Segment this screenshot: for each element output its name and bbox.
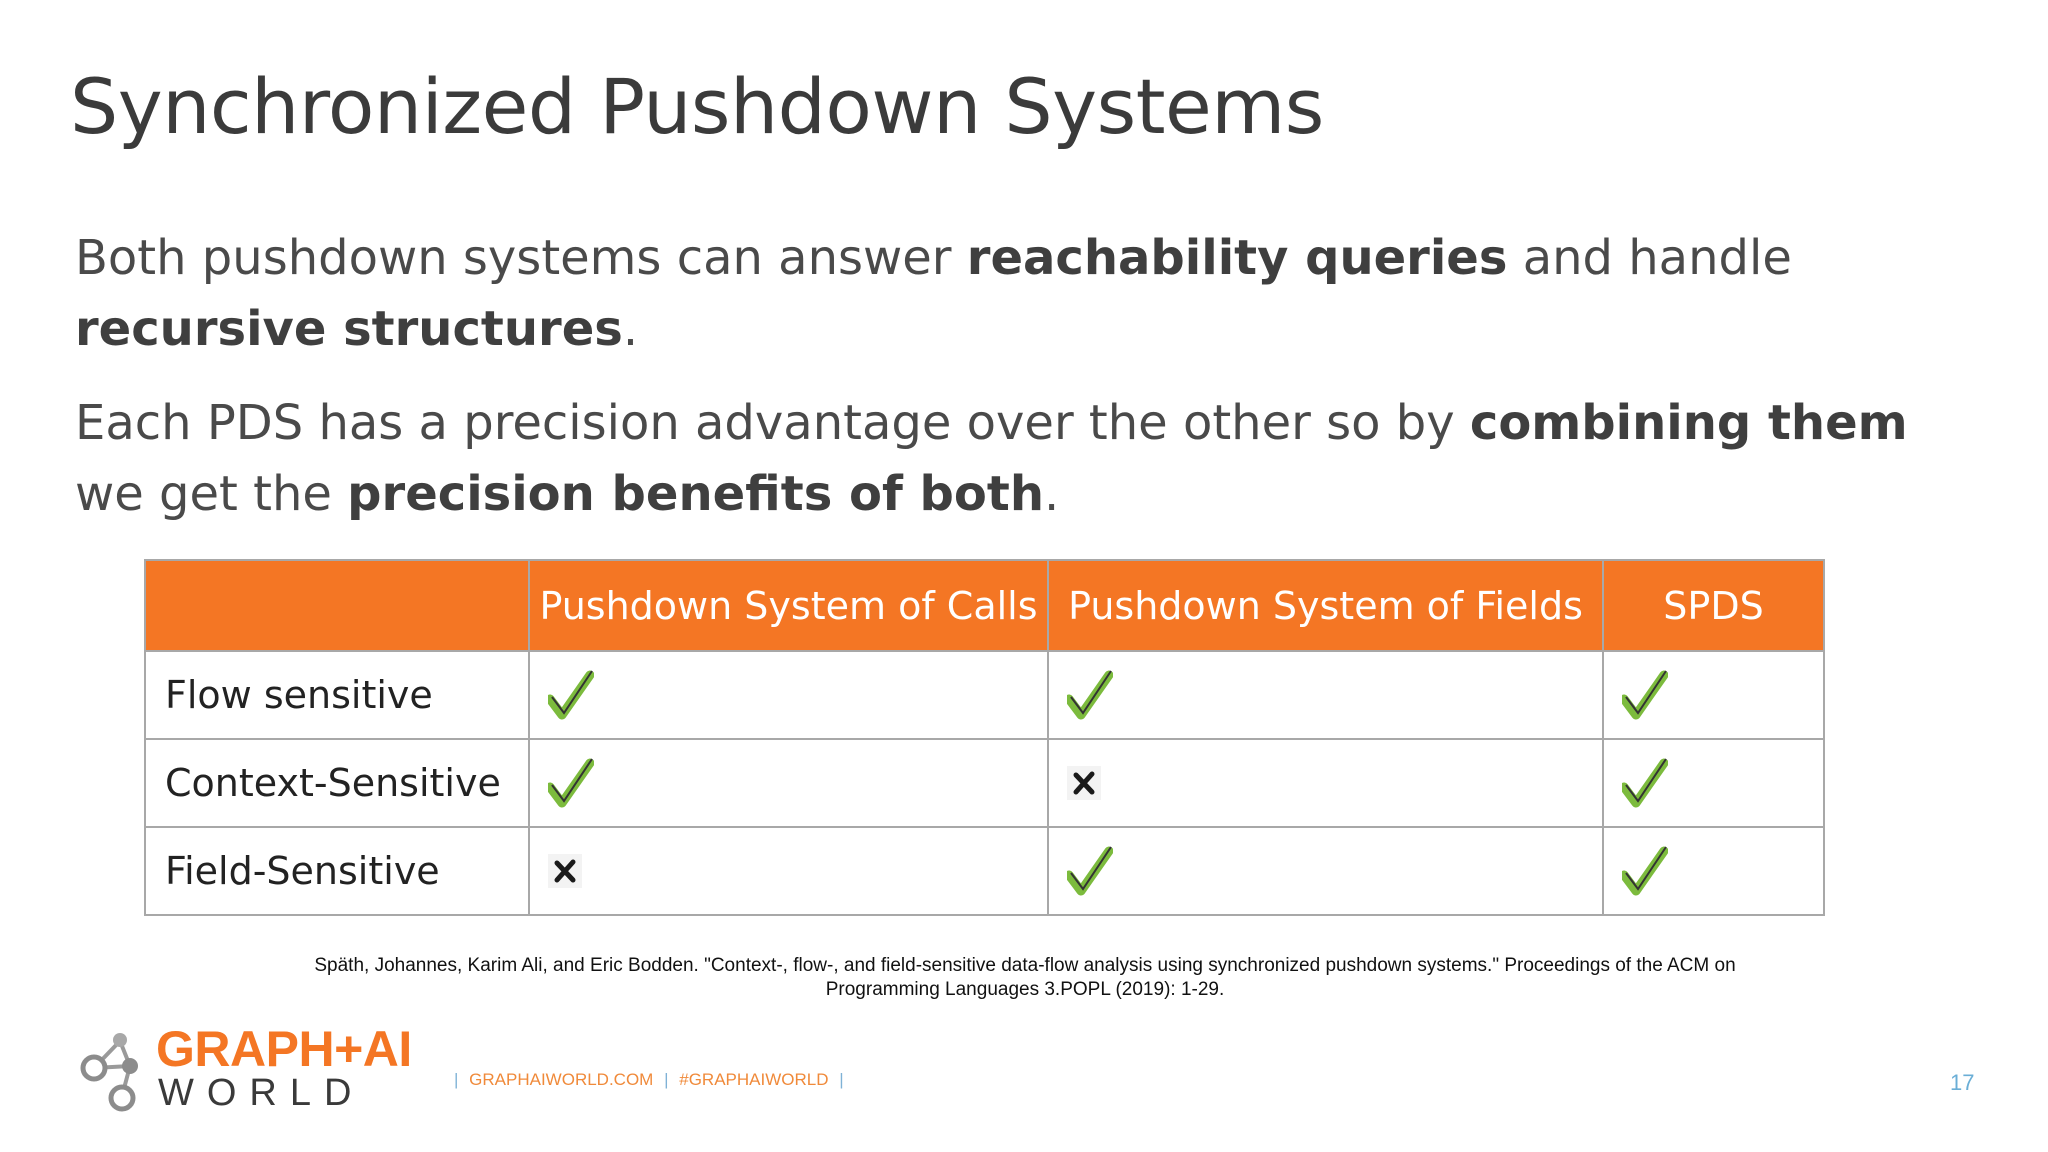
check-icon [1622,845,1668,897]
emphasis-text: reachability queries [966,230,1508,286]
mark-cell [1603,739,1824,827]
check-icon [548,757,594,809]
body-text: Both pushdown systems can answer [75,230,967,286]
header-spds: SPDS [1603,560,1824,651]
table-header-row [145,560,1824,651]
mark-cell [529,739,1048,827]
citation-line-1: Späth, Johannes, Karim Ali, and Eric Bodden. "Context-, flow-, and field-sensitive data-flow analysis using synchronized pushdown systems." Proceedings of the ACM on [314,955,1736,976]
cross-icon [548,854,582,888]
mark-cell [1048,739,1603,827]
mark-cell [1048,651,1603,739]
paragraph-reachability [75,223,1955,365]
row-label: Flow sensitive [145,651,529,739]
body-text: . [1044,466,1060,522]
logo-text-graph-ai: GRAPH+AI [156,1021,412,1077]
mark-cell [529,827,1048,915]
footer-links [448,1070,850,1090]
cross-icon [1067,766,1101,800]
page-number: 17 [1950,1070,1975,1095]
mark-cell [1603,651,1824,739]
body-text: we get the [75,466,348,522]
emphasis-text: recursive structures [75,301,623,357]
footer-separator: | [454,1070,459,1089]
body-text: . [622,301,639,357]
check-icon [1067,669,1113,721]
check-icon [548,669,594,721]
slide-title: Synchronized Pushdown Systems [70,62,1324,151]
check-icon [1622,757,1668,809]
table-row [145,827,1824,915]
footer-separator: | [839,1070,844,1089]
emphasis-text: combining them [1469,395,1908,451]
mark-cell [1048,827,1603,915]
row-label: Field-Sensitive [145,827,529,915]
header-empty [145,560,529,651]
mark-cell [1603,827,1824,915]
check-icon [1067,845,1113,897]
citation [220,954,1830,1002]
emphasis-text: precision benefits of both [347,466,1044,522]
check-icon [1622,669,1668,721]
logo-text-world: WORLD [158,1072,365,1114]
footer-site-link[interactable]: GRAPHAIWORLD.COM [469,1070,654,1089]
header-calls-pds: Pushdown System of Calls [529,560,1048,651]
paragraph-precision [75,388,1955,530]
mark-cell [529,651,1048,739]
citation-line-2: Programming Languages 3.POPL (2019): 1-29. [825,979,1225,1000]
comparison-table [144,559,1825,916]
graph-ai-world-logo [78,1021,438,1116]
row-label: Context-Sensitive [145,739,529,827]
footer-hashtag: #GRAPHAIWORLD [679,1070,829,1089]
footer-separator: | [664,1070,669,1089]
table-row [145,651,1824,739]
body-text: and handle [1507,230,1792,286]
table-row [145,739,1824,827]
graph-logo-icon [78,1026,158,1116]
header-fields-pds: Pushdown System of Fields [1048,560,1603,651]
body-text: Each PDS has a precision advantage over the other so by [75,395,1470,451]
